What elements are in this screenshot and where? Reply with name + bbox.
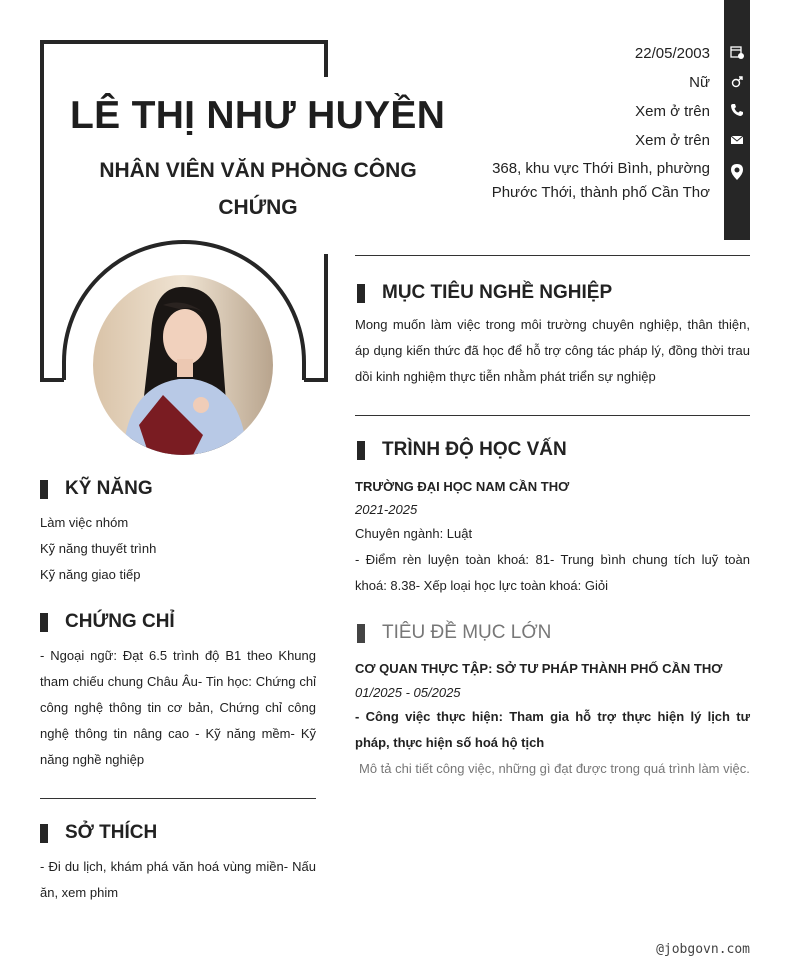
gender-icon (729, 74, 745, 90)
phone-icon (729, 102, 745, 118)
job-title: NHÂN VIÊN VĂN PHÒNG CÔNG CHỨNG (99, 159, 417, 219)
birthdate: 22/05/2003 (634, 45, 710, 62)
education-scores: - Điểm rèn luyện toàn khoá: 81- Trung bình chung tích luỹ toàn khoá: 8.38- Xếp loại học lực toàn khoá: Giỏi (355, 552, 750, 593)
certificates-text: - Ngoại ngữ: Đạt 6.5 trình độ B1 theo Khung tham chiếu chung Châu Âu- Tin học: Chứng chỉ công nghệ thông tin cơ bản, Chứng chỉ công nghệ thông tin nâng cao - Kỹ năng mềm- Kỹ năng nghề nghiệp (40, 648, 316, 767)
objective-text: Mong muốn làm việc trong môi trường chuyên nghiệp, thân thiện, áp dụng kiến thức đã học để hỗ trợ công tác pháp lý, đồng thời trau dồi kinh nghiệm thực tiễn nhằm phát triển sự nghiệp (355, 317, 750, 384)
education-heading: TRÌNH ĐỘ HỌC VẤN (357, 439, 567, 461)
profile-photo (93, 275, 273, 455)
experience-period: 01/2025 - 05/2025 (355, 685, 461, 700)
skill-item: Làm việc nhóm (40, 515, 129, 530)
education-period: 2021-2025 (355, 502, 418, 517)
phone[interactable]: Xem ở trên (635, 103, 710, 120)
experience-org: CƠ QUAN THỰC TẬP: SỞ TƯ PHÁP THÀNH PHỐ CẦN THƠ (355, 661, 723, 676)
skill-item: Kỹ năng giao tiếp (40, 567, 141, 582)
gender: Nữ (689, 74, 710, 91)
certificates-heading: CHỨNG CHỈ (40, 611, 175, 633)
education-major: Chuyên ngành: Luật (355, 526, 473, 541)
skill-item: Kỹ năng thuyết trình (40, 541, 157, 556)
experience-heading: TIÊU ĐỀ MỤC LỚN (357, 622, 551, 644)
divider (355, 415, 750, 416)
hobbies-heading: SỞ THÍCH (40, 822, 157, 844)
experience-duty: - Công việc thực hiện: Tham gia hỗ trợ thực hiện lý lịch tư pháp, thực hiện số hoá hộ tịch (355, 709, 750, 750)
education-school: TRƯỜNG ĐẠI HỌC NAM CẦN THƠ (355, 479, 570, 494)
location-icon (729, 162, 745, 182)
address: 368, khu vực Thới Bình, phường Phước Thới, thành phố Cần Thơ (491, 160, 710, 201)
email[interactable]: Xem ở trên (635, 132, 710, 149)
email-icon (729, 132, 745, 148)
contact-icon-bar (724, 0, 750, 240)
hobbies-text: - Đi du lịch, khám phá văn hoá vùng miền- Nấu ăn, xem phim (40, 859, 316, 900)
divider (40, 798, 316, 799)
candidate-name: LÊ THỊ NHƯ HUYỀN (70, 94, 446, 137)
divider (355, 255, 750, 256)
skills-heading: KỸ NĂNG (40, 478, 153, 500)
footer-credit[interactable]: @jobgovn.com (656, 942, 750, 957)
experience-placeholder: Mô tả chi tiết công việc, những gì đạt được trong quá trình làm việc. (359, 761, 750, 776)
calendar-icon (729, 44, 745, 60)
objective-heading: MỤC TIÊU NGHỀ NGHIỆP (357, 282, 612, 304)
